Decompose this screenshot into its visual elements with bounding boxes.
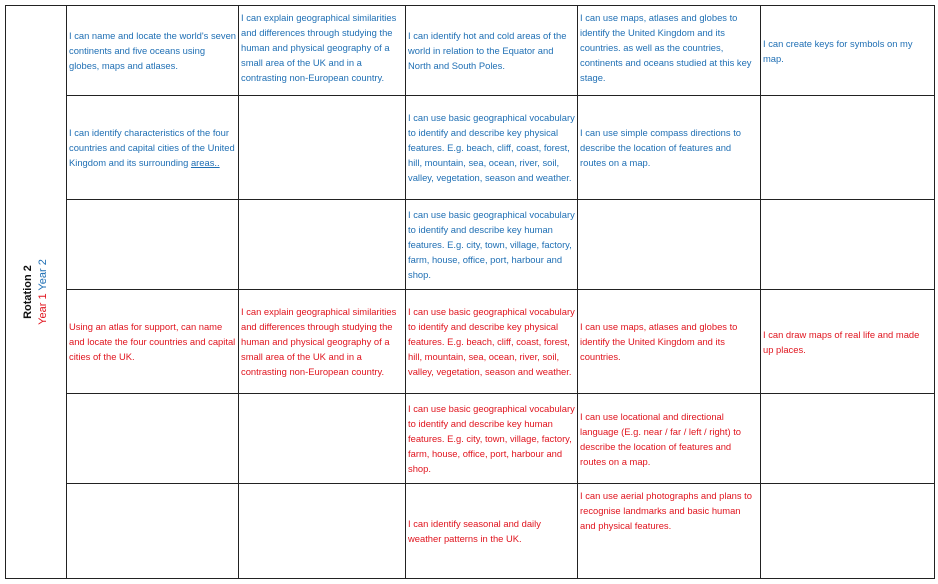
year1-label: Year 1 — [37, 293, 49, 325]
table-cell — [761, 200, 935, 290]
table-cell — [239, 6, 406, 96]
table-cell — [761, 394, 935, 484]
cell-text — [69, 125, 236, 170]
cell-text: I can use simple compass directions to describe the location of features and routes on a map. — [580, 127, 742, 168]
cell-text: Using an atlas for support, can name and locate the four countries and capital cities of the UK. — [69, 321, 236, 362]
table-cell — [761, 290, 935, 394]
table-cell — [761, 484, 935, 579]
year2-label: Year 2 — [37, 259, 49, 291]
cell-text: I can name and locate the world's seven continents and five oceans using globes, maps and atlases. — [69, 30, 236, 71]
rotation-title: Rotation 2 — [22, 265, 34, 319]
table-cell — [406, 6, 578, 96]
table-cell — [239, 290, 406, 394]
table-cell — [239, 96, 406, 200]
table-cell — [406, 96, 578, 200]
areas-link[interactable]: areas.. — [190, 157, 220, 168]
curriculum-table — [5, 5, 935, 579]
table-cell — [406, 484, 578, 579]
sidebar-label-cell — [6, 6, 67, 579]
cell-text: I can identify seasonal and daily weather patterns in the UK. — [408, 518, 541, 544]
cell-text: I can use basic geographical vocabulary to identify and describe key physical features. E.g. beach, cliff, coast, forest, hill, mountain, sea, ocean, river, soil, valley, vegetation, season and weather. — [408, 306, 575, 377]
cell-text: I can use aerial photographs and plans to recognise landmarks and basic human and physical features. — [580, 490, 752, 531]
table-cell — [406, 200, 578, 290]
table-cell — [67, 290, 239, 394]
table-cell — [761, 96, 935, 200]
table-cell — [578, 96, 761, 200]
cell-text-main: I can identify characteristics of the four countries and capital cities of the United Kingdom and its surrounding — [69, 127, 235, 168]
table-cell — [67, 96, 239, 200]
table-cell — [578, 484, 761, 579]
table-cell — [406, 394, 578, 484]
cell-text: I can identify hot and cold areas of the world in relation to the Equator and North and South Poles. — [408, 30, 567, 71]
table-cell — [239, 200, 406, 290]
cell-text: I can use basic geographical vocabulary to identify and describe key physical features. E.g. beach, cliff, coast, forest, hill, mountain, sea, ocean, river, soil, valley, vegetation, season and weather. — [408, 112, 575, 183]
table-cell — [578, 394, 761, 484]
table-cell — [578, 290, 761, 394]
table-cell — [761, 6, 935, 96]
table-cell — [578, 200, 761, 290]
rotation-label — [21, 259, 51, 325]
cell-text: I can explain geographical similarities and differences through studying the human and physical geography of a small area of the UK and in a contrasting non-European country. — [241, 306, 397, 377]
table-cell — [67, 484, 239, 579]
cell-text: I can use maps, atlases and globes to identify the United Kingdom and its countries. as well as the countries, continents and oceans studied at this key stage. — [580, 12, 752, 83]
table-cell — [239, 394, 406, 484]
table-cell — [67, 6, 239, 96]
table-cell — [406, 290, 578, 394]
table-cell — [578, 6, 761, 96]
table-cell — [67, 394, 239, 484]
cell-text: I can use locational and directional language (E.g. near / far / left / right) to describe the location of features and routes on a map. — [580, 410, 742, 467]
year-legend — [36, 259, 51, 325]
cell-text: I can use basic geographical vocabulary to identify and describe key human features. E.g. city, town, village, factory, farm, house, office, port, harbour and shop. — [408, 209, 575, 280]
cell-text: I can use basic geographical vocabulary to identify and describe key human features. E.g. city, town, village, factory, farm, house, office, port, harbour and shop. — [408, 403, 575, 474]
cell-text: I can create keys for symbols on my map. — [763, 37, 913, 64]
cell-text: I can use maps, atlases and globes to identify the United Kingdom and its countries. — [580, 321, 738, 362]
table-cell — [239, 484, 406, 579]
table-cell — [67, 200, 239, 290]
cell-text: I can explain geographical similarities and differences through studying the human and physical geography of a small area of the UK and in a contrasting non-European country. — [241, 12, 397, 83]
cell-text: I can draw maps of real life and made up places. — [763, 328, 920, 355]
